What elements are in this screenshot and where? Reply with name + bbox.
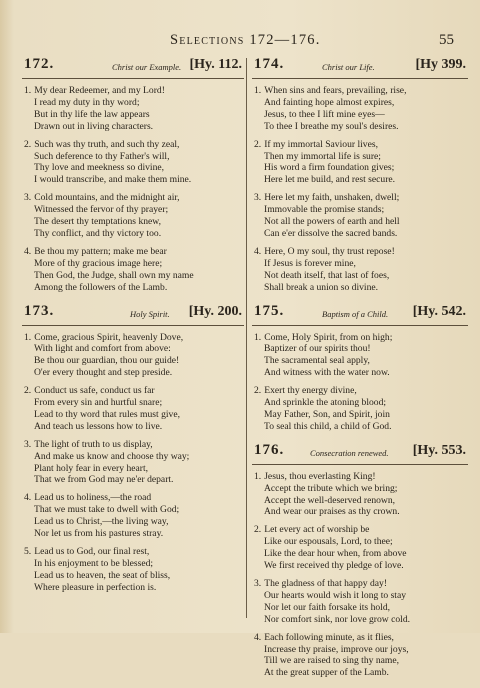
verse bbox=[252, 192, 468, 240]
verse-line: Then my immortal life is sure; bbox=[264, 150, 381, 162]
verse-line: Witnessed the fervor of thy prayer; bbox=[34, 204, 169, 216]
hymn-block bbox=[22, 56, 244, 294]
verse-line: Increase thy praise, improve our joys, bbox=[264, 643, 409, 655]
verse-line: To seal this child, a child of God. bbox=[264, 420, 392, 432]
verse bbox=[252, 332, 468, 380]
verse-line: Here let me build, and rest secure. bbox=[264, 174, 396, 186]
verse-line: I would transcribe, and make them mine. bbox=[34, 174, 192, 186]
hymn-number: 175. bbox=[254, 302, 285, 319]
verse-text: Lead us to holiness,—the road bbox=[34, 492, 152, 504]
verse bbox=[22, 385, 244, 433]
verse-line bbox=[254, 578, 468, 590]
hymn-subtitle: Christ our Example. bbox=[112, 62, 182, 72]
verse-line: The sacramental seal apply, bbox=[264, 355, 370, 367]
verse-line: And witness with the water now. bbox=[264, 367, 390, 379]
page-number: 55 bbox=[439, 32, 454, 48]
verse-number: 1. bbox=[254, 470, 262, 482]
verse-line bbox=[24, 192, 244, 204]
hymn-reference: [Hy. 542. bbox=[412, 303, 466, 319]
right-column bbox=[252, 56, 468, 688]
verse-line bbox=[24, 332, 244, 344]
verse bbox=[22, 139, 244, 187]
verse-text: Jesus, thou everlasting King! bbox=[264, 470, 376, 482]
hymn-reference: [Hy. 200. bbox=[188, 303, 242, 319]
verse-line: Drawn out in living characters. bbox=[34, 120, 154, 132]
verse-text: Be thou my pattern; make me bear bbox=[34, 245, 167, 257]
verse-line: Not all the powers of earth and hell bbox=[264, 216, 400, 228]
verse-text: Come, Holy Spirit, from on high; bbox=[264, 331, 393, 343]
verse-number: 5. bbox=[24, 546, 32, 557]
verse-text: When sins and fears, prevailing, rise, bbox=[264, 85, 407, 96]
verse-line: Nor let our faith forsake its hold, bbox=[264, 601, 391, 613]
verse-number: 1. bbox=[24, 331, 32, 343]
hymn-header bbox=[22, 56, 244, 79]
verse bbox=[22, 439, 244, 487]
verse-text: Such was thy truth, and such thy zeal, bbox=[34, 138, 180, 150]
verse bbox=[22, 246, 244, 294]
verse bbox=[252, 139, 468, 187]
verse bbox=[252, 578, 468, 626]
verse-number: 4. bbox=[24, 245, 32, 257]
verse-line bbox=[24, 492, 244, 504]
verse-text: The gladness of that happy day! bbox=[264, 578, 388, 589]
verse-line: Till we are raised to sing thy name, bbox=[264, 655, 400, 667]
verse bbox=[22, 492, 244, 540]
verse-number: 4. bbox=[24, 492, 32, 504]
verse-line: Where pleasure in perfection is. bbox=[34, 581, 157, 593]
verse-line: At the great supper of the Lamb. bbox=[264, 667, 389, 679]
left-column bbox=[22, 56, 244, 603]
verse-number: 3. bbox=[254, 578, 262, 589]
verse-line: Then God, the Judge, shall own my name bbox=[34, 269, 194, 281]
hymn-reference: [Hy. 553. bbox=[412, 442, 466, 458]
hymn-block bbox=[252, 56, 468, 294]
verse-number: 2. bbox=[254, 138, 262, 150]
verse-line bbox=[254, 385, 468, 397]
verse-line: May Father, Son, and Spirit, join bbox=[264, 408, 390, 420]
verse-number: 2. bbox=[254, 524, 262, 536]
verse-text: If my immortal Saviour lives, bbox=[264, 138, 378, 150]
verse-text: Each following minute, as it flies, bbox=[264, 631, 394, 643]
verse-line: And fainting hope almost expires, bbox=[264, 96, 395, 108]
verse-number: 3. bbox=[254, 192, 262, 204]
hymn-header bbox=[252, 303, 468, 326]
verse-line bbox=[24, 385, 244, 397]
hymn-number: 173. bbox=[24, 302, 55, 319]
verse bbox=[22, 192, 244, 240]
running-title: Selections 172—176. bbox=[170, 32, 321, 48]
verse-number: 1. bbox=[254, 85, 262, 96]
verse bbox=[252, 385, 468, 433]
verse-line: Like the dear hour when, from above bbox=[264, 548, 407, 560]
verse-line bbox=[254, 332, 468, 344]
verse-line: Plant holy fear in every heart, bbox=[34, 462, 149, 474]
verse-line: If Jesus is forever mine, bbox=[264, 257, 356, 269]
hymn-reference: [Hy 399. bbox=[415, 57, 466, 72]
verse-line: Lead us to heaven, the seat of bliss, bbox=[34, 569, 171, 581]
hymn-subtitle: Consecration renewed. bbox=[310, 447, 389, 458]
verse-line bbox=[254, 246, 468, 258]
verse bbox=[252, 85, 468, 133]
verse-line: O'er every thought and step preside. bbox=[34, 367, 173, 379]
verse-number: 2. bbox=[24, 138, 32, 150]
hymn-subtitle: Baptism of a Child. bbox=[322, 308, 389, 319]
verse-line: I read my duty in thy word; bbox=[34, 96, 140, 108]
verse-line: And wear our praises as thy crown. bbox=[264, 506, 400, 518]
verse-line bbox=[254, 85, 468, 97]
verse-line: Be thou our guardian, thou our guide! bbox=[34, 355, 180, 367]
verse-number: 4. bbox=[254, 245, 262, 257]
verse-line bbox=[254, 471, 468, 483]
verse-line bbox=[24, 85, 244, 97]
verse-text: Cold mountains, and the midnight air, bbox=[34, 192, 180, 204]
verse-number: 3. bbox=[24, 438, 32, 450]
verse-text: Come, gracious Spirit, heavenly Dove, bbox=[34, 331, 184, 343]
verse-line: Baptizer of our spirits thou! bbox=[264, 343, 371, 355]
verse-line: Such deference to thy Father's will, bbox=[34, 150, 170, 162]
hymn-header bbox=[252, 56, 468, 79]
verse bbox=[252, 524, 468, 572]
verse-line: We first received thy pledge of love. bbox=[264, 560, 404, 572]
verse-line bbox=[24, 439, 244, 451]
verse-line: Not death itself, that last of foes, bbox=[264, 269, 390, 281]
hymn-number: 172. bbox=[24, 56, 55, 72]
verse-line: To thee I breathe my soul's desires. bbox=[264, 120, 399, 132]
verse-line bbox=[24, 246, 244, 258]
verse-line bbox=[254, 192, 468, 204]
verse-line: Accept the well-deserved renown, bbox=[264, 494, 396, 506]
verse-line bbox=[24, 139, 244, 151]
verse-line: From every sin and hurtful snare; bbox=[34, 397, 163, 409]
verse-line bbox=[254, 632, 468, 644]
hymn-reference: [Hy. 112. bbox=[189, 57, 242, 72]
verse-line: Thy love and meekness so divine, bbox=[34, 162, 165, 174]
verse-line: Can e'er dissolve the sacred bands. bbox=[264, 227, 398, 239]
verse-line bbox=[254, 524, 468, 536]
verse-line: That we from God may ne'er depart. bbox=[34, 474, 174, 486]
verse-number: 3. bbox=[24, 192, 32, 204]
verse bbox=[252, 471, 468, 519]
verse bbox=[252, 246, 468, 294]
hymn-header bbox=[252, 442, 468, 465]
verse-line: That we must take to dwell with God; bbox=[34, 504, 180, 516]
verse-number: 4. bbox=[254, 631, 262, 643]
verse-line: And teach us lessons how to live. bbox=[34, 420, 163, 432]
verse-text: My dear Redeemer, and my Lord! bbox=[34, 85, 165, 96]
verse-number: 1. bbox=[24, 85, 32, 96]
hymn-block bbox=[252, 303, 468, 433]
verse-line: Lead us to Christ,—the living way, bbox=[34, 516, 169, 528]
verse bbox=[22, 85, 244, 133]
verse-text: Conduct us safe, conduct us far bbox=[34, 385, 155, 397]
verse bbox=[22, 546, 244, 594]
verse-line: Like our espousals, Lord, to thee; bbox=[264, 536, 393, 548]
verse-line: Jesus, to thee I lift mine eyes— bbox=[264, 108, 385, 120]
verse-line: Thy conflict, and thy victory too. bbox=[34, 227, 162, 239]
verse-line: Shall break a union so divine. bbox=[264, 281, 379, 293]
verse bbox=[252, 632, 468, 680]
verse-line: And sprinkle the atoning blood; bbox=[264, 397, 387, 409]
hymn-header bbox=[22, 303, 244, 326]
verse-text: The light of truth to us display, bbox=[34, 438, 153, 450]
hymn-block bbox=[252, 442, 468, 680]
verse-line: More of thy gracious image here; bbox=[34, 257, 163, 269]
verse-text: Here let my faith, unshaken, dwell; bbox=[264, 192, 400, 204]
verse-line: But in thy life the law appears bbox=[34, 108, 150, 120]
verse-line: Accept the tribute which we bring; bbox=[264, 482, 398, 494]
verse-number: 1. bbox=[254, 331, 262, 343]
hymn-number: 176. bbox=[254, 441, 285, 458]
verse bbox=[22, 332, 244, 380]
verse-line: In his enjoyment to be blessed; bbox=[34, 557, 154, 569]
verse-line bbox=[254, 139, 468, 151]
column-divider bbox=[246, 58, 247, 618]
verse-line: Immovable the promise stands; bbox=[264, 204, 385, 216]
verse-line: The desert thy temptations knew, bbox=[34, 216, 161, 228]
verse-text: Lead us to God, our final rest, bbox=[34, 546, 150, 557]
verse-number: 2. bbox=[24, 385, 32, 397]
verse-text: Exert thy energy divine, bbox=[264, 385, 357, 397]
verse-line: His word a firm foundation gives; bbox=[264, 162, 395, 174]
verse-line: Lead to thy word that rules must give, bbox=[34, 408, 181, 420]
verse-line: Nor let us from his pastures stray. bbox=[34, 528, 164, 540]
hymn-block bbox=[22, 303, 244, 594]
verse-text: Here, O my soul, thy trust repose! bbox=[264, 245, 395, 257]
verse-text: Let every act of worship be bbox=[264, 524, 370, 536]
verse-line: Among the followers of the Lamb. bbox=[34, 281, 168, 293]
verse-line: Our hearts would wish it long to stay bbox=[264, 589, 407, 601]
hymn-subtitle: Holy Spirit. bbox=[130, 308, 170, 319]
running-head bbox=[0, 30, 480, 50]
hymn-subtitle: Christ our Life. bbox=[322, 62, 375, 72]
verse-line: And make us know and choose thy way; bbox=[34, 450, 190, 462]
verse-line bbox=[24, 546, 244, 558]
hymn-number: 174. bbox=[254, 56, 285, 72]
verse-line: With light and comfort from above: bbox=[34, 343, 171, 355]
verse-number: 2. bbox=[254, 385, 262, 397]
verse-line: Nor comfort sink, nor love grow cold. bbox=[264, 613, 411, 625]
